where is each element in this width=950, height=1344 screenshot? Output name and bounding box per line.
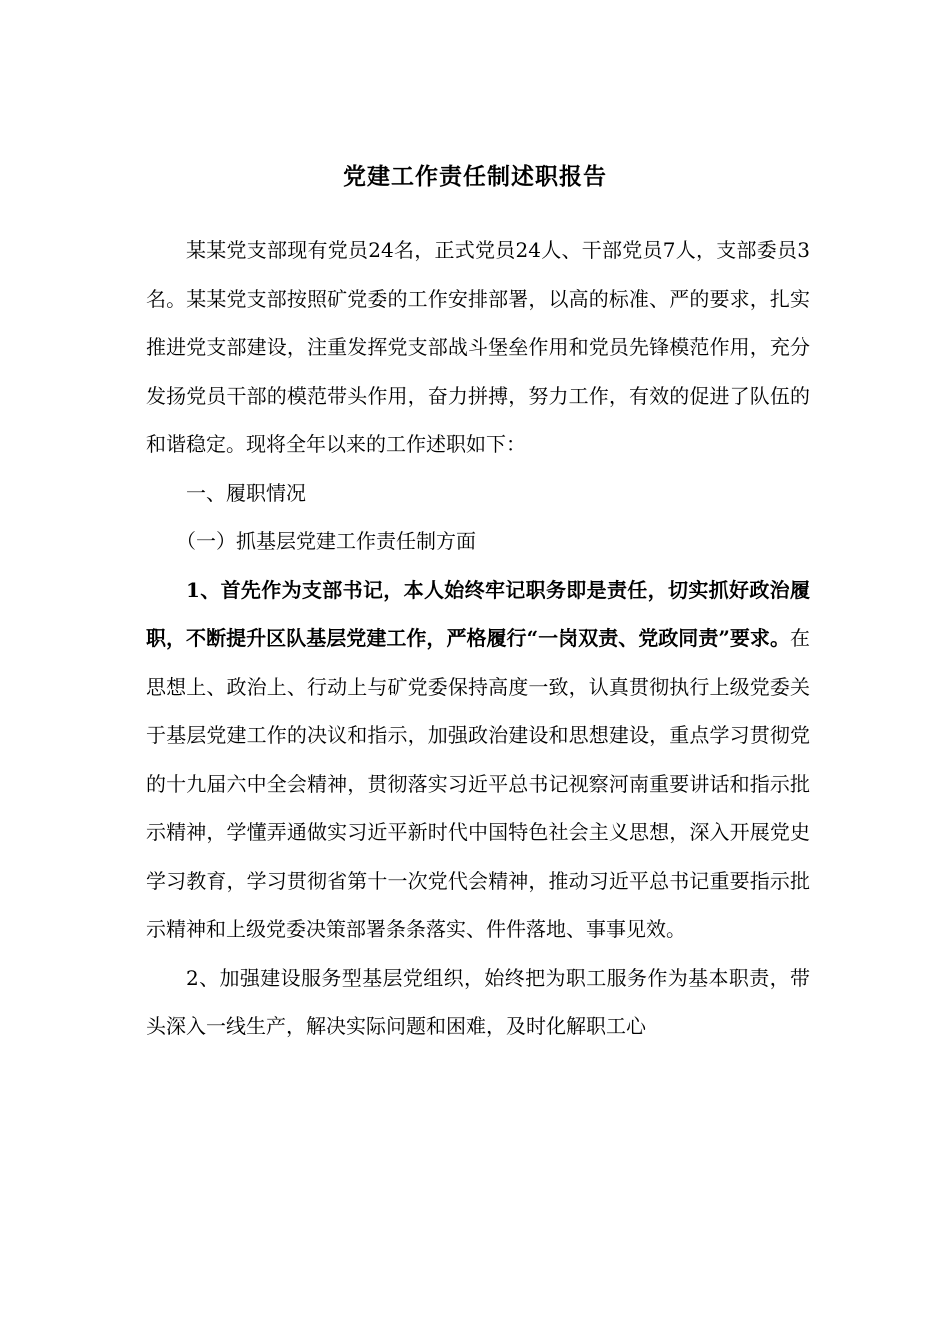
subsection-heading: （一）抓基层党建工作责任制方面 bbox=[176, 529, 476, 553]
item-1-paragraph bbox=[146, 566, 810, 954]
item-1-bold-text: 1、首先作为支部书记，本人始终牢记职务即是责任，切实抓好政治履职，不断提升区队基层党建工作，严格履行“一岗双责、党政同责”要求。 bbox=[146, 577, 810, 650]
document-title: 党建工作责任制述职报告 bbox=[343, 163, 607, 190]
intro-paragraph: 某某党支部现有党员24名，正式党员24人、干部党员7人，支部委员3名。某某党支部按照矿党委的工作安排部署，以高的标准、严的要求，扎实推进党支部建设，注重发挥党支部战斗堡垒作用和党员先锋模范作用，充分发扬党员干部的模范带头作用，奋力拼搏，努力工作，有效的促进了队伍的和谐稳定。现将全年以来的工作述职如下： bbox=[146, 238, 810, 456]
section-heading: 一、履职情况 bbox=[186, 480, 306, 505]
item-2-paragraph: 2、加强建设服务型基层党组织，始终把为职工服务作为基本职责，带头深入一线生产，解决实际问题和困难，及时化解职工心 bbox=[146, 965, 810, 1038]
document-body bbox=[146, 226, 810, 1051]
item-1-text: 在思想上、政治上、行动上与矿党委保持高度一致，认真贯彻执行上级党委关于基层党建工作的决议和指示，加强政治建设和思想建设，重点学习贯彻党的十九届六中全会精神，贯彻落实习近平总书记视察河南重要讲话和指示批示精神，学懂弄通做实习近平新时代中国特色社会主义思想，深入开展党史学习教育，学习贯彻省第十一次党代会精神，推动习近平总书记重要指示批示精神和上级党委决策部署条条落实、件件落地、事事见效。 bbox=[146, 626, 810, 941]
